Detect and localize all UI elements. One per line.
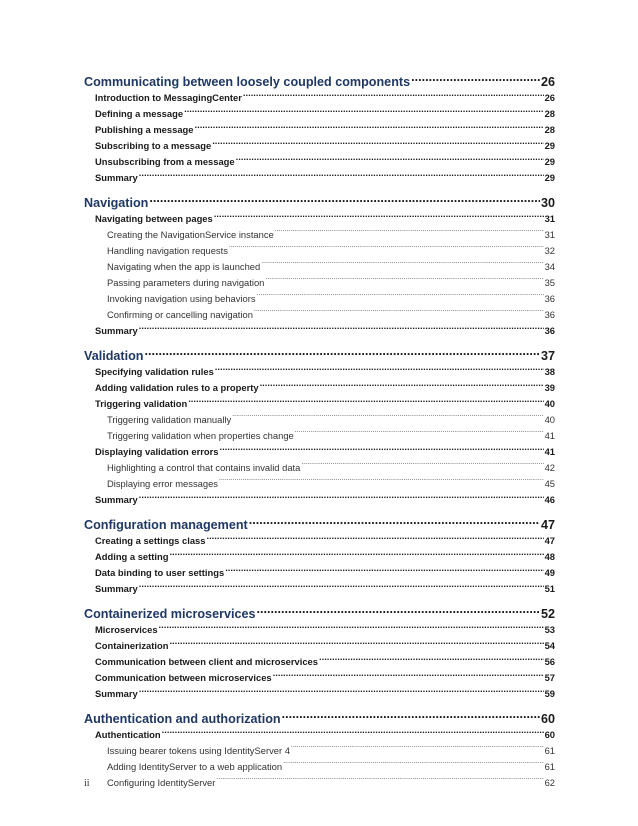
toc-entry-page: 47 xyxy=(544,535,555,546)
toc-entry-title: Summary xyxy=(95,688,138,699)
toc-entry-level-2[interactable] xyxy=(84,211,555,227)
dot-leader xyxy=(249,516,540,529)
toc-entry-level-1[interactable] xyxy=(84,516,555,533)
toc-entry-level-2[interactable] xyxy=(84,492,555,508)
toc-entry-title: Configuration management xyxy=(84,517,248,532)
toc-entry-title: Highlighting a control that contains invalid data xyxy=(107,462,301,473)
toc-entry-title: Containerized microservices xyxy=(84,606,256,621)
toc-entry-page: 46 xyxy=(544,494,555,505)
toc-entry-level-2[interactable] xyxy=(84,364,555,380)
dot-leader xyxy=(232,414,543,423)
dot-leader xyxy=(194,124,543,133)
dot-leader xyxy=(139,583,544,592)
toc-entry-title: Issuing bearer tokens using IdentityServer 4 xyxy=(107,745,290,756)
toc-entry-level-3[interactable] xyxy=(84,759,555,775)
toc-entry-level-2[interactable] xyxy=(84,154,555,170)
toc-entry-page: 47 xyxy=(540,517,555,532)
toc-entry-level-3[interactable] xyxy=(84,275,555,291)
toc-entry-page: 29 xyxy=(544,140,555,151)
toc-entry-title: Communicating between loosely coupled components xyxy=(84,74,411,89)
dot-leader xyxy=(144,347,540,360)
toc-entry-title: Adding IdentityServer to a web application xyxy=(107,761,283,772)
toc-entry-page: 26 xyxy=(544,92,555,103)
toc-entry-page: 45 xyxy=(544,478,555,489)
toc-entry-level-3[interactable] xyxy=(84,743,555,759)
dot-leader xyxy=(229,245,544,254)
dot-leader xyxy=(261,261,543,270)
toc-entry-page: 49 xyxy=(544,567,555,578)
toc-entry-page: 35 xyxy=(544,277,555,288)
toc-entry-title: Summary xyxy=(95,583,138,594)
page-number: ii xyxy=(84,778,90,789)
toc-entry-level-2[interactable] xyxy=(84,549,555,565)
toc-entry-level-1[interactable] xyxy=(84,605,555,622)
toc-entry-title: Passing parameters during navigation xyxy=(107,277,265,288)
toc-entry-page: 57 xyxy=(544,672,555,683)
dot-leader xyxy=(283,761,543,770)
toc-entry-page: 37 xyxy=(540,348,555,363)
dot-leader xyxy=(265,277,543,286)
toc-entry-title: Summary xyxy=(95,494,138,505)
toc-entry-page: 26 xyxy=(540,74,555,89)
toc-entry-level-2[interactable] xyxy=(84,533,555,549)
dot-leader xyxy=(169,551,543,560)
section-gap xyxy=(84,339,555,347)
toc-entry-title: Summary xyxy=(95,325,138,336)
toc-entry-title: Microservices xyxy=(95,624,158,635)
toc-entry-title: Triggering validation xyxy=(95,398,188,409)
toc-entry-level-2[interactable] xyxy=(84,170,555,186)
toc-entry-title: Creating a settings class xyxy=(95,535,206,546)
toc-entry-level-2[interactable] xyxy=(84,686,555,702)
toc-entry-page: 31 xyxy=(544,213,555,224)
section-gap xyxy=(84,702,555,710)
dot-leader xyxy=(243,92,544,101)
dot-leader xyxy=(139,494,544,503)
toc-entry-level-2[interactable] xyxy=(84,565,555,581)
toc-entry-page: 41 xyxy=(544,446,555,457)
toc-entry-page: 39 xyxy=(544,382,555,393)
toc-entry-title: Data binding to user settings xyxy=(95,567,225,578)
toc-entry-title: Triggering validation manually xyxy=(107,414,232,425)
toc-entry-level-2[interactable] xyxy=(84,622,555,638)
toc-entry-page: 42 xyxy=(544,462,555,473)
dot-leader xyxy=(275,229,544,238)
dot-leader xyxy=(225,567,543,576)
toc-entry-level-1[interactable] xyxy=(84,73,555,90)
toc-entry-level-1[interactable] xyxy=(84,710,555,727)
toc-entry-level-3[interactable] xyxy=(84,227,555,243)
toc-entry-title: Displaying error messages xyxy=(107,478,218,489)
toc-entry-title: Creating the NavigationService instance xyxy=(107,229,274,240)
toc-entry-level-2[interactable] xyxy=(84,444,555,460)
toc-entry-title: Adding validation rules to a property xyxy=(95,382,259,393)
toc-entry-level-2[interactable] xyxy=(84,396,555,412)
toc-entry-title: Navigating when the app is launched xyxy=(107,261,261,272)
dot-leader xyxy=(216,777,543,786)
dot-leader xyxy=(291,745,544,754)
dot-leader xyxy=(257,293,544,302)
toc-entry-title: Triggering validation when properties change xyxy=(107,430,294,441)
toc-entry-level-2[interactable] xyxy=(84,90,555,106)
toc-entry-title: Introduction to MessagingCenter xyxy=(95,92,242,103)
toc-entry-page: 40 xyxy=(544,398,555,409)
dot-leader xyxy=(212,140,543,149)
toc-entry-page: 60 xyxy=(540,711,555,726)
toc-entry-page: 38 xyxy=(544,366,555,377)
dot-leader xyxy=(215,366,544,375)
toc-entry-level-2[interactable] xyxy=(84,380,555,396)
toc-entry-title: Confirming or cancelling navigation xyxy=(107,309,253,320)
toc-entry-title: Displaying validation errors xyxy=(95,446,219,457)
dot-leader xyxy=(282,710,540,723)
toc-entry-page: 41 xyxy=(544,430,555,441)
toc-entry-page: 31 xyxy=(544,229,555,240)
toc-entry-page: 36 xyxy=(544,293,555,304)
toc-entry-page: 36 xyxy=(544,325,555,336)
toc-entry-title: Validation xyxy=(84,348,144,363)
toc-entry-title: Authentication xyxy=(95,729,161,740)
dot-leader xyxy=(149,194,540,207)
toc-entry-level-3[interactable] xyxy=(84,259,555,275)
toc-entry-page: 59 xyxy=(544,688,555,699)
dot-leader xyxy=(139,172,544,181)
toc-entry-page: 36 xyxy=(544,309,555,320)
toc-entry-title: Navigating between pages xyxy=(95,213,213,224)
toc-entry-title: Communication between microservices xyxy=(95,672,272,683)
toc-entry-level-3[interactable] xyxy=(84,476,555,492)
toc-entry-title: Defining a message xyxy=(95,108,184,119)
toc-entry-page: 32 xyxy=(544,245,555,256)
toc-entry-level-2[interactable] xyxy=(84,581,555,597)
toc-entry-page: 60 xyxy=(544,729,555,740)
toc-entry-page: 54 xyxy=(544,640,555,651)
dot-leader xyxy=(411,73,540,86)
toc-entry-level-2[interactable] xyxy=(84,654,555,670)
toc-entry-title: Invoking navigation using behaviors xyxy=(107,293,256,304)
toc-entry-level-3[interactable] xyxy=(84,243,555,259)
dot-leader xyxy=(139,688,544,697)
toc-entry-page: 28 xyxy=(544,124,555,135)
toc-entry-page: 52 xyxy=(540,606,555,621)
dot-leader xyxy=(159,624,544,633)
toc-entry-level-3[interactable] xyxy=(84,412,555,428)
toc-entry-title: Communication between client and microservices xyxy=(95,656,318,667)
toc-entry-page: 61 xyxy=(544,745,555,756)
toc-entry-level-2[interactable] xyxy=(84,138,555,154)
dot-leader xyxy=(254,309,544,318)
toc-entry-level-3[interactable] xyxy=(84,291,555,307)
toc-entry-title: Adding a setting xyxy=(95,551,169,562)
toc-entry-page: 28 xyxy=(544,108,555,119)
toc-entry-page: 62 xyxy=(544,777,555,788)
dot-leader xyxy=(139,325,544,334)
toc-entry-page: 30 xyxy=(540,195,555,210)
dot-leader xyxy=(301,462,543,471)
toc-entry-level-2[interactable] xyxy=(84,106,555,122)
toc-entry-level-1[interactable] xyxy=(84,347,555,364)
toc-entry-page: 61 xyxy=(544,761,555,772)
dot-leader xyxy=(273,672,544,681)
section-gap xyxy=(84,597,555,605)
dot-leader xyxy=(219,478,544,487)
toc-entry-title: Summary xyxy=(95,172,138,183)
toc-entry-title: Subscribing to a message xyxy=(95,140,212,151)
toc-entry-page: 56 xyxy=(544,656,555,667)
dot-leader xyxy=(162,729,544,738)
dot-leader xyxy=(206,535,543,544)
dot-leader xyxy=(319,656,544,665)
toc-entry-page: 48 xyxy=(544,551,555,562)
dot-leader xyxy=(169,640,543,649)
toc-entry-level-3[interactable] xyxy=(84,460,555,476)
toc-entry-level-2[interactable] xyxy=(84,323,555,339)
section-gap xyxy=(84,508,555,516)
section-gap xyxy=(84,186,555,194)
toc-entry-title: Unsubscribing from a message xyxy=(95,156,235,167)
toc-entry-level-2[interactable] xyxy=(84,727,555,743)
toc-entry-title: Handling navigation requests xyxy=(107,245,228,256)
dot-leader xyxy=(236,156,544,165)
dot-leader xyxy=(260,382,544,391)
toc-entry-page: 34 xyxy=(544,261,555,272)
dot-leader xyxy=(219,446,543,455)
toc-entry-level-2[interactable] xyxy=(84,670,555,686)
toc-entry-page: 29 xyxy=(544,156,555,167)
dot-leader xyxy=(188,398,543,407)
toc-entry-page: 29 xyxy=(544,172,555,183)
dot-leader xyxy=(214,213,544,222)
dot-leader xyxy=(257,605,540,618)
toc-entry-level-2[interactable] xyxy=(84,638,555,654)
toc-entry-level-3[interactable] xyxy=(84,307,555,323)
toc-entry-level-3[interactable] xyxy=(84,775,555,791)
toc-entry-page: 51 xyxy=(544,583,555,594)
toc-entry-title: Authentication and authorization xyxy=(84,711,281,726)
toc-entry-level-2[interactable] xyxy=(84,122,555,138)
toc-entry-page: 40 xyxy=(544,414,555,425)
toc-entry-level-3[interactable] xyxy=(84,428,555,444)
toc-entry-page: 53 xyxy=(544,624,555,635)
toc-entry-title: Navigation xyxy=(84,195,149,210)
toc-entry-level-1[interactable] xyxy=(84,194,555,211)
toc-entry-title: Publishing a message xyxy=(95,124,194,135)
dot-leader xyxy=(184,108,544,117)
table-of-contents xyxy=(84,73,555,791)
toc-entry-title: Containerization xyxy=(95,640,169,651)
toc-entry-title: Specifying validation rules xyxy=(95,366,214,377)
dot-leader xyxy=(295,430,544,439)
toc-entry-title: Configuring IdentityServer xyxy=(107,777,216,788)
